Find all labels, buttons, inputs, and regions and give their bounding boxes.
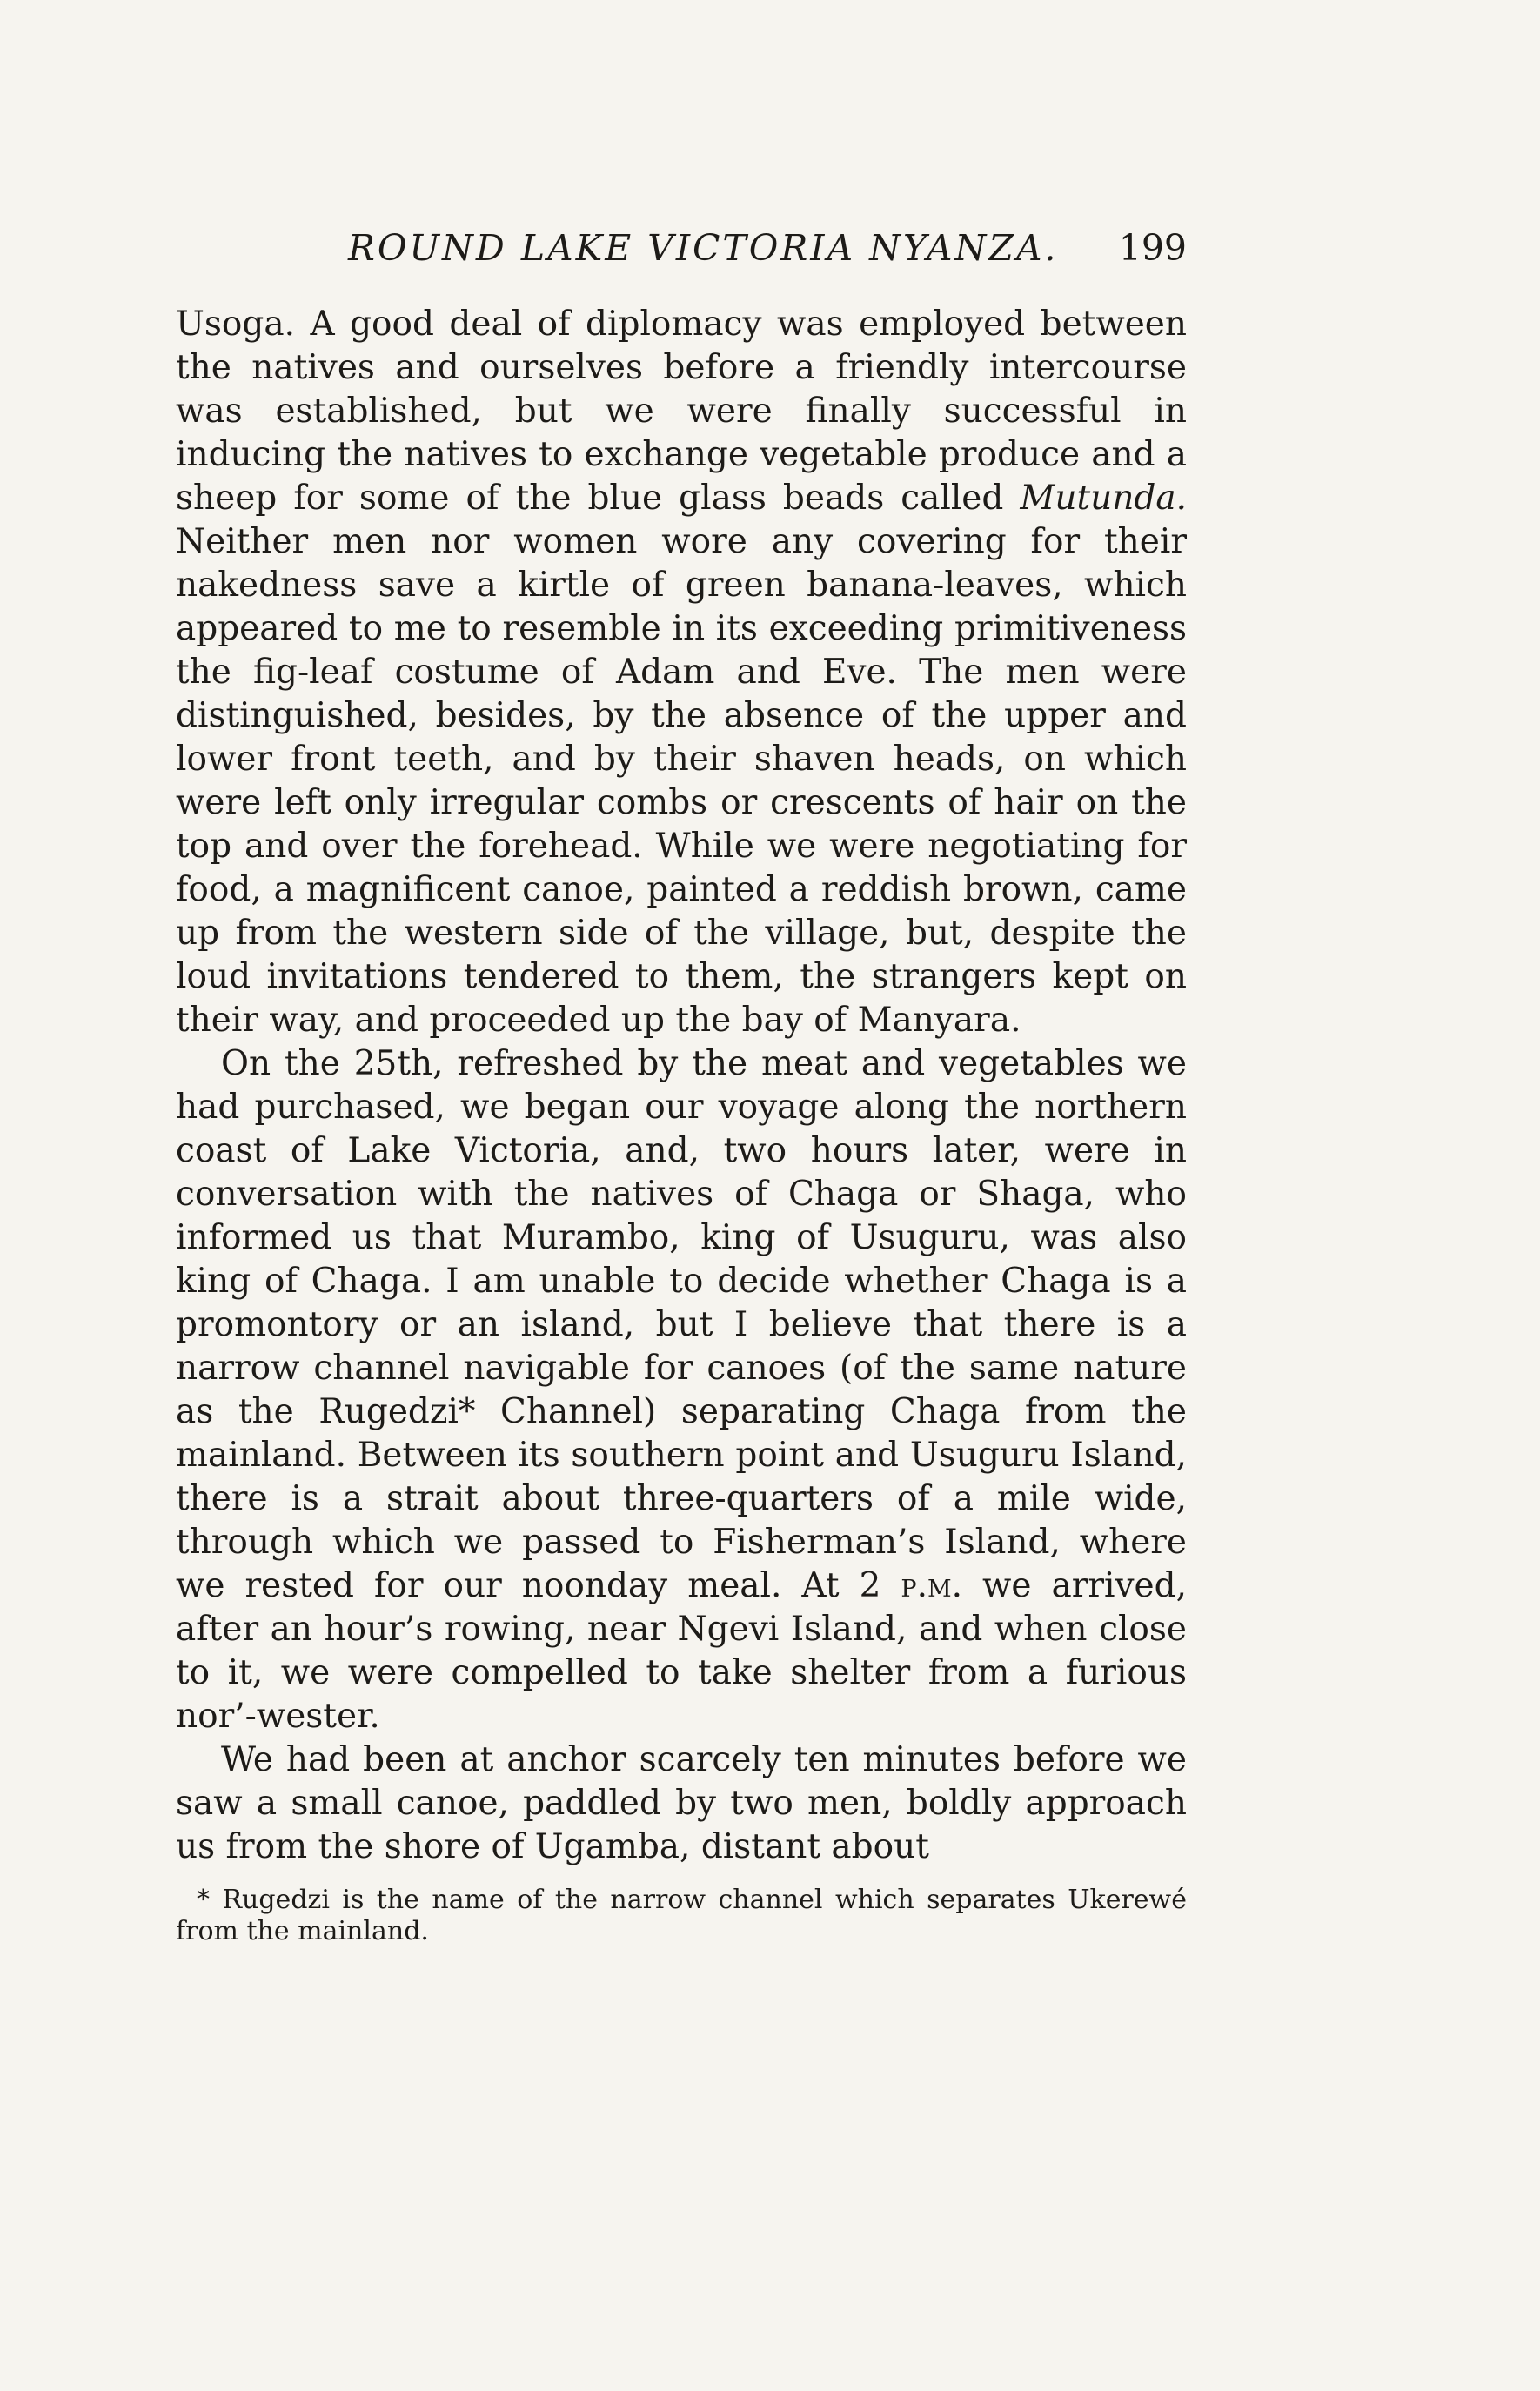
paragraph-1-text-b: Neither men nor women wore any covering for their nakedness save a kirtle of green banana-leaves, which appeared to me to resemble in its exceeding primitiveness the fig-leaf costume of Adam and Eve. The men were distinguished, besides, by the absence of the upper and lower front teeth, and by their shaven heads, on which were left only irregular combs or crescents of hair on the top and over the forehead. While we were negotiating for food, a magnificent canoe, painted a reddish brown, came up from the western side of the village, but, despite the loud invitations tendered to them, the strangers kept on their way, and proceeded up the bay of Manyara. [176,522,1187,1040]
body-text [176,303,1187,1869]
paragraph-2-text-b: we arrived, after an hour’s rowing, near Ngevi Island, and when close to it, we were compelled to take shelter from a furious nor’-wester. [176,1566,1188,1736]
italic-term-mutunda: Mutunda. [1020,479,1187,518]
paragraph-1-text-a: Usoga. A good deal of diplomacy was employed between the natives and ourselves before a friendly intercourse was established, but we were finally successful in inducing the natives to exchange vegetable produce and a sheep for some of the blue glass beads called [176,305,1187,518]
paragraph-3-text: We had been at anchor scarcely ten minutes before we saw a small canoe, paddled by two men, boldly approach us from the shore of Ugamba, distant about [176,1740,1187,1866]
footnote: * Rugedzi is the name of the narrow channel which separates Ukerewé from the mainland. [176,1885,1187,1946]
paragraph-2 [176,1042,1187,1738]
page-number: 199 [1118,227,1187,269]
paragraph-2-text-a: On the 25th, refreshed by the meat and vegetables we had purchased, we began our voyage along the northern coast of Lake Victoria, and, two hours later, were in conversation with the natives of Chaga or Shaga, who informed us that Murambo, king of Usuguru, was also king of Chaga. I am unable to decide whether Chaga is a promontory or an island, but I believe that there is a narrow channel navigable for canoes (of the same nature as the Rugedzi* Channel) separating Chaga from the mainland. Between its southern point and Usuguru Island, there is a strait about three-quarters of a mile wide, through which we passed to Fisherman’s Island, where we rested for our noonday meal. At 2 [176,1044,1187,1605]
paragraph-1 [176,303,1187,1042]
running-head [176,218,1187,278]
time-abbrev-pm: p.m. [901,1566,963,1605]
running-title: ROUND LAKE VICTORIA NYANZA. [348,227,1059,269]
paragraph-3 [176,1738,1187,1869]
book-page [176,218,1187,1947]
